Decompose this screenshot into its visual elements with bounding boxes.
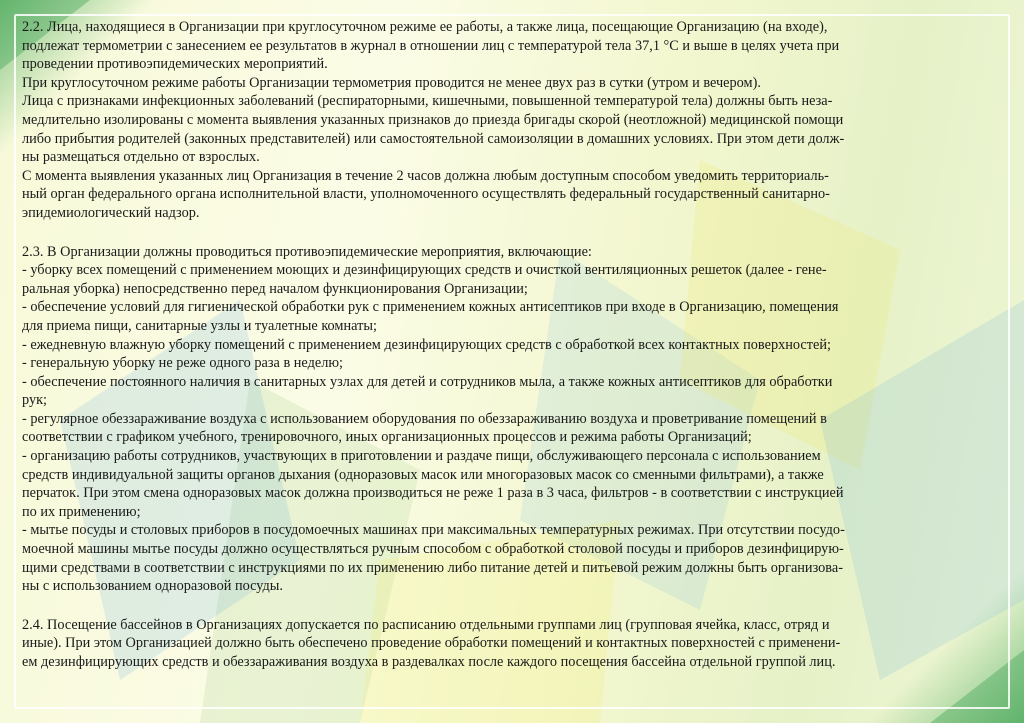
text-line: медлительно изолированы с момента выявления указанных признаков до приезда бригады скорой (неотложной) медицинской помощи: [22, 111, 844, 128]
text-line: подлежат термометрии с занесением ее результатов в журнал в отношении лиц с температурой тела 37,1 °С и выше в целях учета при: [22, 37, 840, 54]
text-line: 2.4. Посещение бассейнов в Организациях допускается по расписанию отдельными группами лиц (групповая ячейка, класс, отряд и: [22, 616, 830, 633]
text-line: по их применению;: [22, 503, 141, 520]
text-line: Лица с признаками инфекционных заболеваний (респираторными, кишечными, повышенной температурой тела) должны быть неза-: [22, 93, 833, 110]
text-line: ны размещаться отдельно от взрослых.: [22, 149, 260, 166]
text-line: ны с использованием одноразовой посуды.: [22, 578, 283, 595]
text-line: рук;: [22, 392, 48, 409]
text-line: щими средствами в соответствии с инструкциями по их применению либо питание детей и питьевой режим должны быть организова-: [22, 559, 843, 576]
text-line: перчаток. При этом смена одноразовых масок должна производиться не реже 1 раза в 3 часа, фильтров - в соответствии с инструкцией: [22, 485, 844, 502]
text-line: эпидемиологический надзор.: [22, 204, 200, 221]
text-line: 2.3. В Организации должны проводиться противоэпидемические мероприятия, включающие:: [22, 243, 592, 260]
text-line: - мытье посуды и столовых приборов в посудомоечных машинах при максимальных температурных режимах. При отсутствии посудо-: [22, 522, 845, 539]
text-line: проведении противоэпидемических мероприятий.: [22, 56, 328, 73]
paragraph-gap: [22, 596, 1007, 616]
text-line: С момента выявления указанных лиц Организация в течение 2 часов должна любым доступным способом уведомить территориаль-: [22, 167, 829, 184]
text-line: моечной машины мытье посуды должно осуществляться ручным способом с обработкой столовой посуды и приборов дезинфицирую-: [22, 541, 844, 558]
text-line: для приема пищи, санитарные узлы и туалетные комнаты;: [22, 317, 377, 334]
text-line: средств индивидуальной защиты органов дыхания (одноразовых масок или многоразовых масок со сменными фильтрами), а также: [22, 466, 824, 483]
text-line: ем дезинфицирующих средств и обеззараживания воздуха в раздевалках после каждого посещения бассейна отдельной группой лиц.: [22, 654, 836, 670]
text-line: 2.2. Лица, находящиеся в Организации при круглосуточном режиме ее работы, а также лица, посещающие Организацию (на входе),: [22, 19, 828, 35]
text-line: - уборку всех помещений с применением моющих и дезинфицирующих средств и очисткой вентиляционных решеток (далее - гене-: [22, 262, 827, 279]
text-line: - регулярное обеззараживание воздуха с использованием оборудования по обеззараживанию воздуха и проветривание помещений в: [22, 410, 827, 427]
text-line: - генеральную уборку не реже одного раза в неделю;: [22, 355, 343, 372]
text-line: соответствии с графиком учебного, тренировочного, иных организационных процессов и режима работы Организаций;: [22, 429, 752, 446]
text-line: иные). При этом Организацией должно быть обеспечено проведение обработки помещений и контактных поверхностей с применени-: [22, 635, 841, 652]
text-line: - обеспечение постоянного наличия в санитарных узлах для детей и сотрудников мыла, а также кожных антисептиков для обработки: [22, 373, 833, 390]
text-line: При круглосуточном режиме работы Организации термометрия проводится не менее двух раз в сутки (утром и вечером).: [22, 74, 761, 91]
text-line: ральная уборка) непосредственно перед началом функционирования Организации;: [22, 280, 528, 297]
text-line: - организацию работы сотрудников, участвующих в приготовлении и раздаче пищи, обслуживающего персонала с использованием: [22, 448, 821, 465]
text-line: либо прибытия родителей (законных представителей) или самостоятельной самоизоляции в домашних условиях. При этом дети долж-: [22, 130, 845, 147]
text-line: ный орган федерального органа исполнительной власти, уполномоченного осуществлять федеральный государственный санитарно-: [22, 186, 830, 203]
paragraph-gap: [22, 223, 1007, 243]
text-line: - обеспечение условий для гигиенической обработки рук с применением кожных антисептиков при входе в Организацию, помещения: [22, 299, 839, 316]
document-text: [22, 18, 1007, 672]
text-line: - ежедневную влажную уборку помещений с применением дезинфицирующих средств с обработкой всех контактных поверхностей;: [22, 336, 831, 353]
